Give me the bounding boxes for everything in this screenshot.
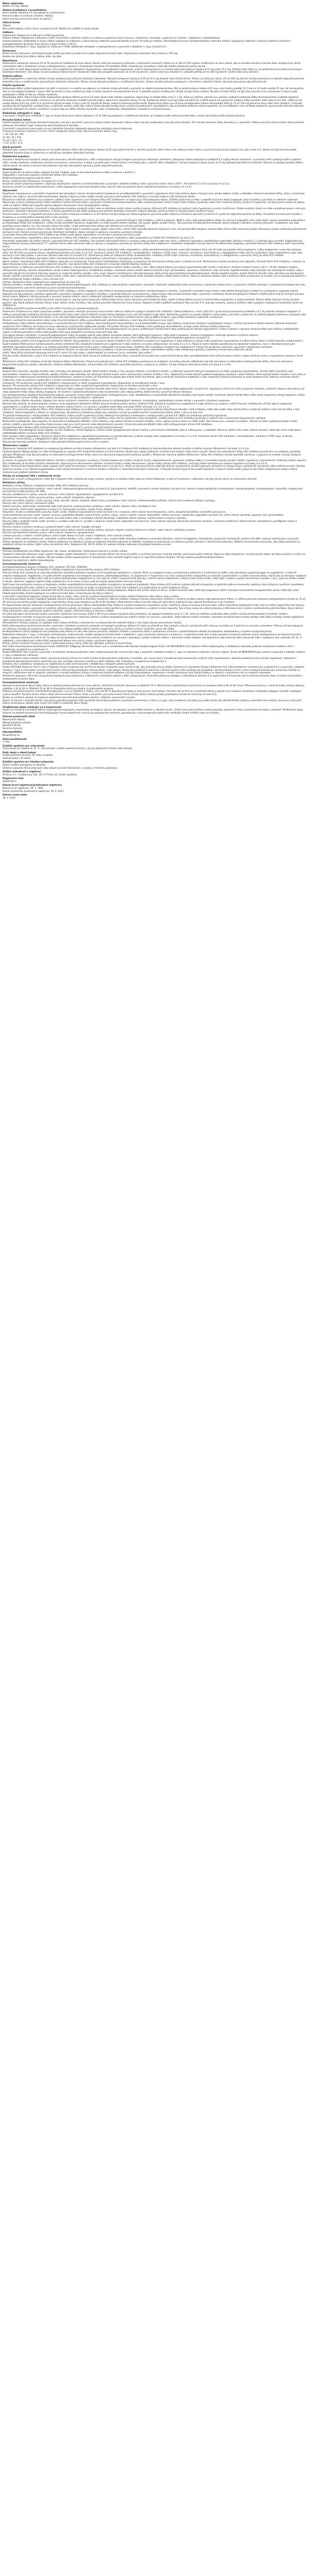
section-heading: Léková forma (3, 22, 20, 25)
section-heading: Složení kvalitativní a kvantitativní (3, 9, 46, 12)
section-text: Kaptopril je perorálně aktivní látka, která nevyžaduje biotransformaci pro svou aktivitu. Průměrná minimální absorpce je přibližně 75 %. Maximálních plazmatických koncentrací je dosaženo během 60 až 90 minut. Přítomnost potravy v trávicím traktu snižuje absorpci přibližně o 30 až 40 %. Přibližně 25 až 30 % cirkulujícího léčiva je vázáno na plazmatické proteiny. Zdánlivý eliminační poločas nezměněného kaptoprilu v krvi je přibližně 2 hodiny. Více než 95 % absorbované dávky je eliminováno močí během 24 hodin; 40 až 50 % je nezměněné léčivo a zbytek tvoří neaktivní disulfidové metabolity (kaptopril disulfid a kaptopril-cystein disulfid). Porucha funkce ledvin může vést ke kumulaci léčiva. Proto u pacientů s poruchou funkce ledvin má být dávka snížena a/nebo prodlouženy dávkovací intervaly (viz bod 4.2). Studie na zvířatech ukazují, že kaptopril nepřechází přes hematoencefalickou bariéru v žádném významném rozsahu. Kojení: Ve zprávě o dvanácti ženách užívajících perorálně kaptopril 100 mg třikrát denně byla průměrná maximální koncentrace v mléce 4,7 µg/l a byla dosažena 3,8 hodiny po podání dávky. Na základě těchto údajů by maximální denní dávka, kterou by mohl plně kojený novorozenec dostat, byla menší než 0,002 % mateřské denní dávky. (3, 684, 305, 705)
section-heading: Držitel rozhodnutí o registraci (3, 771, 41, 774)
section-text: 58/047/92-C (3, 780, 17, 783)
section-text: Kaloten 25 mg, tablety (3, 5, 29, 8)
section-text: Hnědá skleněná lahvička, PE víčko, krabička. Velikost balení: 30 tablet. (3, 754, 54, 760)
section-heading: Datum revize textu (3, 793, 27, 796)
section-heading: Dávkování (3, 49, 16, 53)
section-text: Krátkodobá léčba: Léčba kaptoprilem má začít v nemocnici co nejdříve po objevení se známek a/nebo příznaků u pacientů se stabilní hemodynamikou. Má se podat testovací dávka 6,25 mg, o dvě hodiny později 12,5 mg a o 12 hodin později 25 mg. Od následujícího dne se má kaptopril podávat v dávce 100 mg denně ve dvou dávkách po dobu 4 týdnů, pokud to hemodynamika dovolí. V případě výskytu nežádoucích účinků má být dávka snížena. Na konci 4 týdnů léčby má být stav pacienta znovu zhodnocen a teprve poté rozhodnuto o léčbě ve fázi po infarktu myokardu. Dlouhodobá léčba: Pokud nebyla léčba kaptoprilem zahájena během prvních 24 hodin akutní fáze infarktu myokardu, doporučuje se zahájit léčbu mezi 3. a 16. dnem po infarktu, jakmile jsou splněny nezbytné podmínky léčby (hemodynamika a jakékoli zbytkové ischemie). Léčba se má zahájit v nemocnici za přísného sledování (zvláště krevního tlaku), dokud není dosaženo dávky 75 mg. Zahajovací dávka musí být nízká (viz bod 4.4), zvláště pokud má pacient při zahájení léčby normální nebo nízký krevní tlak. Léčba se má zahájit dávkou 6,25 mg, poté 12,5 mg třikrát denně po dobu 2 dnů a poté 25 mg třikrát denně, pokud to hemodynamika dovolí. Doporučená dávka pro účinnou kardioprotekci během dlouhodobé léčby je 75 až 150 mg denně ve dvou nebo třech dávkách. V případě symptomatické hypotenze, podobně jako u srdečního selhání, může být snížena dávka diuretik a/nebo jiných současně podávaných vazodilatancií, aby se dosáhlo udržovací dávky kaptoprilu. Je-li to nezbytné, musí se dávka kaptoprilu upravit podle klinické odpovědi pacienta. Kaptopril lze užívat v kombinaci s jinými léky pro léčbu infarktu myokardu, např. trombolytiky, betablokátory a kyselinou acetylsalicylovou. (3, 88, 304, 111)
section-heading: Název přípravku (3, 2, 24, 5)
section-text: U pacientů s diabetickou nefropatií 1. typu je doporučená denní dávka kaptoprilu 75 až 100 mg podávaná v rozdělených dávkách. Je-li žádoucí další snížení krevního tlaku, mohou být přidána další antihypertenziva. (3, 115, 246, 118)
section-text: Léčba kaptoprilem u srdečního selhání má být zahájena pod pečlivým lékařským dohledem. Obvyklá zahajovací dávka je 6,25 až 12,5 mg dvakrát nebo třikrát denně. Titrace na udržovací dávku (75 až 150 mg denně) má být provedena na základě odpovědi pacienta, klinického stavu a snášenlivosti, pod pečlivým lékařským dohledem. Dávka má být obvykle podávána v rozdělených dávkách. Dávka má být zvyšována postupně v intervalech nejméně 2 týdnů, aby byla posouzena odpověď pacienta. (3, 78, 306, 84)
section-heading: Datum první registrace/prodloužení registrace (3, 784, 62, 787)
section-heading: Farmakokinetické vlastnosti (3, 682, 39, 685)
section-heading: Nežádoucí účinky (3, 482, 25, 485)
section-heading: Účinky na schopnost řídit a obsluhovat stroje (3, 475, 61, 478)
section-heading: Starší pacienti (3, 146, 21, 149)
section-heading: Těhotenství a kojení (3, 445, 28, 448)
section-heading: Diabetická nefropatie 1. typu (3, 112, 40, 115)
section-text: Uchovávejte při teplotě do 25 °C. Uchovávejte v dobře uzavřené lahvičce, aby byl přípravek chráněn před vlhkostí. (3, 748, 133, 751)
section-heading: Porucha funkce ledvin (3, 118, 31, 122)
section-heading: Předklinické údaje vztahující se k bezpečnosti (3, 706, 61, 709)
section-heading: Farmakodynamické vlastnosti (3, 563, 41, 566)
section-text: Studie na zvířatech provedené během organogeneze kaptoprilu neprokázaly teratogenní účinek, ale kaptopril vyvolal fetální toxicitu u několika druhů, včetně úmrtí plodu během pozdní gravidity, zpomalení růstu a postnatální mortality u potkanů. Předklinické údaje získané na základě konvenčních farmakologických studií bezpečnosti, toxicity po opakovaném podávání, genotoxicity a kancerogenního potenciálu neodhalily žádné zvláštní riziko pro člověka. (3, 709, 304, 715)
section-text: Těhotenství: Podávání ACE inhibitorů se nedoporučuje během prvního trimestru těhotenství (viz bod 4.4). Podávání ACE inhibitorů je kontraindikováno během druhého a třetího trimestru těhotenství (viz body 4.3 a 4.4). Epidemiologické důkazy týkající se rizika teratogenity po expozici ACE inhibitorům během prvního trimestru těhotenství nebyly průkazné; nicméně malé zvýšení rizika nelze vyloučit. Pokud není pokračování léčby ACE inhibitory považováno za nezbytné, pacientky plánující těhotenství mají být převedeny na alternativní antihypertenzní léčbu, která má stanovený bezpečnostní profil pro použití v těhotenství. Pokud je zjištěno těhotenství, léčba ACE inhibitory má být okamžitě ukončena, a pokud je to vhodné, má být zahájena alternativní léčba. Je známo, že expozice ACE inhibitorům během druhého a třetího trimestru vyvolává u člověka fetotoxicitu (snížení renálních funkcí, oligohydramnion, zpomalení osifikace lebky) a neonatální toxicitu (renální selhání, hypotenze, hyperkalemie). Pokud by došlo k expozici ACE inhibitorům od druhého trimestru těhotenství, doporučuje se ultrazvukové vyšetření renálních funkcí a lebky. Novorozenci, jejichž matky užívaly ACE inhibitory, mají být pečlivě sledováni pro možnou hypotenzi (viz body 4.3 a 4.4). Kojení: Omezené farmakokinetické údaje ukazují velmi nízké koncentrace v mateřském mléce (viz bod 5.2). Ačkoli se tyto koncentrace zdají být klinicky nevýznamné, použití kaptoprilu při kojení se nedoporučuje u předčasně narozených dětí a během prvních několika týdnů po porodu, a to z důvodu hypotetického rizika kardiovaskulárních a renálních účinků a vzhledem k nedostatku klinických zkušeností. V případě starších kojenců lze použití kaptoprilu u kojících matek zvážit, pokud je tato léčba nezbytná pro matku a dítě je sledováno pro jakékoli nežádoucí účinky. (3, 448, 306, 474)
section-heading: Předávkování (3, 547, 20, 550)
section-text: Dávka má být stanovena individuálně podle profilu pacienta (viz bod 4.4) a podle odpovědi krevního tlaku. Doporučená maximální denní dávka je 150 mg. Kaloten lze užívat před jídlem, během jídla i po jídle. (3, 53, 178, 59)
section-heading: Srdeční selhání (3, 75, 23, 78)
section-heading: Upozornění (3, 190, 18, 193)
section-text: Draslík šetřící diuretika, doplňky draslíku nebo náhražky soli obsahující draslík: Ačkoli hladina draslíku v séru obvykle zůstává v normálních mezích, u některých pacientů léčených kaptoprilem se může vyskytnout hyperkalemie. Draslík šetřící diuretika (např. spironolakton, triamteren nebo amilorid), doplňky draslíku nebo náhražky soli obsahující draslík mohou vést k významnému zvýšení draslíku v séru. Opatrnosti je třeba také při podávání kaptoprilu současně s jinými látkami, které zvyšují hladinu draslíku v séru, jako je trimethoprim a kotrimoxazol (trimethoprim/sulfamethoxazol), protože je známo, že trimethoprim působí jako draslík šetřící diuretikum, jako je amilorid. Kombinace kaptoprilu s výše uvedenými léčivými přípravky se proto nedoporučuje. Pokud je současné užívání indikováno, mají se používat s opatrností a s častým monitorováním draslíku v séru. Ciklosporin: Při současném užívání ACE inhibitorů s ciklosporinem se může vyskytnout hyperkalemie. Doporučuje se monitorovat draslík v séru. Heparin: Při současném užívání ACE inhibitorů s heparinem se může vyskytnout hyperkalemie. Doporučuje se monitorovat draslík v séru. Diuretika (thiazidová nebo kličková diuretika): Předchozí léčba vysokými dávkami diuretik může vést k depleci objemu a riziku hypotenze při zahájení léčby kaptoprilem (viz bod 4.4). Hypotenzní účinky lze snížit vysazením diuretika, zvýšením objemu nebo příjmu soli nebo zahájením léčby nízkou dávkou kaptoprilu. Ve studiích s hydrochlorothiazidem nebo furosemidem však nebyly zjištěny žádné klinicky významné lékové interakce. Jiná antihypertenziva: Kaptopril byl bezpečně podáván současně s jinými běžně používanými antihypertenzivy (např. betablokátory a dlouhodobě působícími blokátory kalciových kanálů). Současné užívání těchto látek může zvýšit hypotenzní účinky kaptoprilu. Léčba nitroglycerinem a jinými nitráty nebo jinými vazodilatancii má být používána s opatrností. Léčba akutního infarktu myokardu: Kaptopril lze užívat současně s kyselinou acetylsalicylovou (v kardiologických dávkách), trombolytiky, betablokátory a/nebo nitráty u pacientů s infarktem myokardu. Klinická data ukázala, že duální blokáda systému renin-angiotenzin-aldosteron (RAAS) pomocí kombinovaného užívání inhibitorů ACE, blokátorů receptorů pro angiotenzin II nebo aliskirenu je spojena s vyšší frekvencí nežádoucích účinků, jako je hypotenze, hyperkalemie a snížená funkce ledvin (včetně akutního selhání ledvin), ve srovnání s použitím jedné látky ovlivňující RAAS (viz body 4.3, 4.4 a 5.1). Lithium: Při současném podávání lithia s ACE inhibitory bylo hlášeno reverzibilní zvýšení koncentrace lithia v séru a toxicity. Současné užívání thiazidových diuretik s ACE inhibitory může dále zvýšit riziko toxicity lithia a zvýšit již zvýšené riziko toxicity lithia u ACE inhibitorů. Užívání kaptoprilu s lithiem se nedoporučuje, ale pokud se kombinace ukáže jako nezbytná, má být prováděno pečlivé monitorování hladiny lithia v séru (viz bod 4.4). Tricyklická antidepresiva / antipsychotika: ACE inhibitory mohou zvýšit hypotenzní účinky některých tricyklických antidepresiv a antipsychotik (viz bod 4.4). Může se vyskytnout posturální hypotenze. Alopurinol, prokainamid, cytostatika nebo imunosupresiva: Současné užívání s ACE inhibitory může vést ke zvýšenému riziku leukopenie, zvláště pokud se ACE inhibitory používají ve vyšších než v současnosti doporučených dávkách. Nesteroidní antiflogistika: Bylo popsáno, že nesteroidní antiflogistika (NSAID) a ACE inhibitory mají aditivní účinek na zvýšení draslíku v séru, zatímco funkce ledvin se může snížit. Tyto účinky jsou v zásadě reverzibilní. Vzácně se může vyskytnout akutní renální selhání, zvláště u pacientů s poruchou funkce ledvin, jako jsou starší pacienti nebo dehydratovaní pacienti. Chronické podávání NSAID může snížit antihypertenzní účinek ACE inhibitoru. Sympatomimetika: Mohou snížit antihypertenzní účinky ACE inhibitorů; pacienti mají být pečlivě sledováni. Antidiabetika: Farmakologické studie ukázaly, že ACE inhibitory, včetně kaptoprilu, mohou zesílit hypoglykemické účinky inzulinu a perorálních antidiabetik, jako je sulfonylurea, u diabetiků. Pokud by došlo k této velmi vzácné interakci, může být nutné snížit dávku antidiabetika během současné léčby ACE inhibitory. Léky zvyšující riziko angioedému: Současné užívání ACE inhibitorů se sakubitrilem/valsartanem je kontraindikováno, protože zvyšuje riziko angioedému (viz body 4.3 a 4.4). Současné užívání ACE inhibitorů s racekadotrilem, inhibitory mTOR (např. sirolimus, everolimus, temsirolimus) a vildagliptinem může vést ke zvýšenému riziku angioedému (viz bod 4.4). Klinicko-biochemické vyšetření: Kaptopril může způsobit falešně pozitivní test moči na aceton. (3, 370, 306, 444)
section-heading: Doba použitelnosti (3, 738, 27, 741)
section-text: Hypotenze: Hypotenze je u pacientů s hypertenzí bez komplikací vzácná. Symptomatická hypotenze je pravděpodobnější u pacientů s hypertenzí, kteří mají snížený objem cirkulující krve a/nebo depleci sodíku v důsledku intenzivní diuretické léčby, diety s omezeným příjmem soli, průjmu, zvracení nebo hemodialýzy. Deplece objemu a/nebo sodíku má být upravena před podáním ACE inhibitoru a má být zvážena nižší zahajovací dávka. Pacienti se srdečním selháním jsou vystaveni vyššímu riziku hypotenze a při zahájení léčby ACE inhibitorem se doporučuje nižší zahajovací dávka. Zvláštní opatrnosti je třeba v případě zvyšování dávky kaptoprilu nebo diuretika u pacientů se srdečním selháním. Stejně jako u jiných antihypertenziv může nadměrné snížení krevního tlaku u pacientů s ischemickou kardiovaskulární nebo cerebrovaskulární nemocí zvýšit riziko infarktu myokardu nebo cévní mozkové příhody. Vznikne-li hypotenze, má být pacient uložen do polohy vleže na zádech. Může být nezbytná úprava objemu intravenózní infuzí fyziologického roztoku. Renovaskulární hypertenze: U pacientů s oboustrannou stenózou renálních arterií nebo se stenózou renální arterie solitární ledviny léčených ACE inhibitory je zvýšené riziko hypotenze a renální insuficience. Ztráta renálních funkcí se může vyskytnout pouze s mírnými změnami v hladinách sérového kreatininu. U těchto pacientů má být léčba zahájena pod přísným lékařským dohledem nízkými dávkami, pečlivou titrací a monitorováním renálních funkcí. Porucha funkce ledvin: V případech poruchy funkce ledvin (clearance kreatininu ≤ 40 ml/min) má být zahajovací dávka kaptoprilu upravena podle clearance kreatininu pacienta (viz bod 4.2) a poté dle odpovědi pacienta na léčbu. Pravidelné monitorování draslíku a kreatininu je součástí běžné lékařské péče o tyto pacienty. Angioedém: Angioedém končetin, obličeje, rtů, sliznic, jazyka, glottis nebo hrtanu se může objevit u pacientů léčených ACE inhibitory, včetně kaptoprilu. Může k němu dojít kdykoli během léčby. Ve vzácných případech však může dojít k rozvoji závažného angioedému po dlouhodobé léčbě ACE inhibitorem. Léčba má být okamžitě ukončena. Angioedém se může projevit otokem obličeje, rtů, jazyka, glottis a/nebo hrtanu. Tyto pacienty je třeba pečlivě sledovat, dokud nedojde k úplnému vymizení příznaků. V případech, kdy otok postihuje pouze obličej a rty, stav obvykle odezní bez léčby, i když antihistaminika mohou být užitečná pro zmírnění příznaků. Angioedém spojený s otokem hrtanu může být fatální. Pokud dojde k postižení jazyka, glottis nebo hrtanu, které může způsobit obstrukci dýchacích cest, má být okamžitě zahájena vhodná léčba, která může zahrnovat podání adrenalinu a/nebo udržování průchodnosti dýchacích cest. Pacient má být pod přísným lékařským dohledem, dokud nedojde k úplnému a trvalému vymizení příznaků. U pacientů černé pleti léčených ACE inhibitory byl hlášen vyšší výskyt angioedému ve srovnání s pacienty jiné barvy pleti. Pacienti s anamnézou angioedému, který nesouvisel s léčbou ACE inhibitory, mohou být vystaveni zvýšenému riziku angioedému při léčbě ACE inhibitorem (viz bod 4.3). Intestinální angioedém byl hlášen vzácně u pacientů léčených ACE inhibitory. Tito pacienti měli bolesti břicha (s nauzeou nebo zvracením nebo bez nich); v některých případech nepředcházel angioedém obličeje a hladiny C-1 esterázy byly normální. Angioedém byl diagnostikován postupy zahrnujícími CT vyšetření břicha nebo ultrazvuk nebo při operaci a symptomy vymizely po ukončení léčby ACE inhibitorem. Intestinální angioedém má být zahrnut do diferenciální diagnózy u pacientů léčených ACE inhibitory, kteří mají bolesti břicha. Současné užívání ACE inhibitorů se sakubitrilem/valsartanem je kontraindikováno z důvodu zvýšeného rizika angioedému. Léčba sakubitrilem/valsartanem nesmí být zahájena dříve než 36 hodin po poslední dávce kaptoprilu. Léčba kaptoprilem nesmí být zahájena dříve než 36 hodin po poslední dávce sakubitrilu/valsartanu (viz body 4.3 a 4.5). Současné užívání ACE inhibitorů s racekadotrilem, inhibitory mTOR (např. sirolimus, everolimus, temsirolimus) a vildagliptinem může vést ke zvýšenému riziku angioedému (např. otok dýchacích cest nebo jazyka, s poruchou dýchání nebo bez ní) (viz bod 4.5). Opatrnosti je třeba při zahajování léčby racekadotrilem, inhibitory mTOR (např. sirolimus, everolimus, temsirolimus) a vildagliptinem u pacienta, který již užívá ACE inhibitor. Kašel: Při léčbě ACE inhibitory byl hlášen kašel. Charakteristicky je kašel neproduktivní, přetrvávající a ustupuje po ukončení léčby. Jaterní selhání: Vzácně byla léčba ACE inhibitory spojována se syndromem, který začíná cholestatickou žloutenkou a progreduje do fulminantní nekrózy jater a (někdy) ke smrti. Mechanismus tohoto syndromu není objasněn. Pacienti léčení ACE inhibitory, u kterých se objeví žloutenka nebo výrazné zvýšení jaterních enzymů, mají ukončit léčbu ACE inhibitorem a mají být náležitě lékařsky sledováni. Hyperkalemie: U některých pacientů léčených ACE inhibitory, včetně kaptoprilu, bylo pozorováno zvýšení hladiny draslíku v séru. Mezi rizikové faktory pro rozvoj hyperkalemie patří renální insuficience, zhoršení renálních funkcí, věk (> 70 let), diabetes mellitus, interkurentní příhody, zejména dehydratace, akutní srdeční dekompenzace, metabolická acidóza a současné užívání draslík šetřících diuretik (např. spironolakton, eplerenon, triamteren nebo amilorid), doplňků draslíku nebo náhražek soli obsahujících draslík; nebo u pacientů užívajících jiné léčivé přípravky spojené se zvýšením hladiny draslíku v séru (např. heparin, trimethoprim nebo kotrimoxazol, také známý jako trimethoprim/sulfamethoxazol). Užívání doplňků draslíku, draslík šetřících diuretik nebo náhražek soli obsahujících draslík, zvláště u pacientů s poruchou funkce ledvin, může vést k významnému zvýšení draslíku v séru. Hyperkalemie může způsobit závažné, někdy fatální arytmie. Pokud je současné užívání výše uvedených látek považováno za vhodné, má se postupovat opatrně a často kontrolovat hladinu draslíku v séru (viz bod 4.5). Lithium: Kombinace lithia a kaptoprilu se nedoporučuje (viz bod 4.5). Stenóza aortální a mitrální chlopně / obstrukční hypertrofická kardiomyopatie: ACE inhibitory se mají používat s opatrností u pacientů s obstrukcí výtokového traktu levé komory a obstrukcí odtoku krve a u pacientů s mitrální stenózou. V případech kardiogenního šoku a hemodynamicky významné obstrukce je jejich použití kontraindikováno. Neutropenie/agranulocytóza: U pacientů léčených ACE inhibitory, včetně kaptoprilu, byla hlášena neutropenie/agranulocytóza, trombocytopenie a anemie. U pacientů s normální funkcí ledvin a bez dalších komplikujících faktorů se neutropenie vyskytuje vzácně. Kaptopril má být používán s extrémní opatrností u pacientů s kolagenní vaskulární chorobou, u pacientů léčených imunosupresivy, alopurinolem nebo prokainamidem nebo u pacientů s kombinací těchto komplikujících faktorů, zvláště pokud mají již existující poruchu funkce ledvin. Některé z těchto pacientů si vyvinuly závažné infekce, které v některých případech neodpovídaly na intenzivní antibiotickou léčbu. Pokud se kaptopril používá u těchto pacientů, doporučuje se, aby byl počet leukocytů a diferenciální krevní obraz stanoven před zahájením léčby, každé 2 týdny během prvních 3 měsíců léčby kaptoprilem a poté pravidelně. Během léčby mají být všichni pacienti poučeni, aby hlásili jakékoli známky infekce (např. bolest v krku, horečku), kdy má být proveden diferenciální krevní obraz. Kaptopril a další souběžně podávané léky (viz bod 4.5) mají být vysazeny, pokud je zjištěna nebo suspektní neutropenie (neutrofily méně než 1000/mm3). U většiny pacientů se počet neutrofilů rychle vrátil k normálu po vysazení kaptoprilu. Proteinurie: Proteinurie se může vyskytnout zvláště u pacientů s existující poruchou funkce ledvin nebo při relativně vysokých dávkách ACE inhibitorů. Celková bílkovina v moči vyšší než 1 g denně byla pozorována přibližně u 0,7 % pacientů užívajících kaptopril. U většiny pacientů byla prokázána předchozí onemocnění ledvin nebo užívali relativně vysoké dávky kaptoprilu (více než 150 mg/den) nebo obojí. Nefrotický syndrom se vyskytl přibližně u jedné pětiny pacientů s proteinurií. Ve většině případů proteinurie ustoupila nebo se zmírnila během šesti měsíců bez ohledu na to, zda byla léčba kaptoprilem ukončena nebo ne. Parametry renálních funkcí, jako je BUN a kreatinin, byly zřídka změněny u pacientů s proteinurií. Pacienti s existujícím onemocněním ledvin mají mít před zahájením léčby a pravidelně poté vyšetřenu bílkovinu v moči (dip-stick test první ranní moči). Anafylaktoidní reakce během desenzibilizace: U pacientů léčených ACE inhibitory, kteří podstupovali desenzibilizaci na jed blanokřídlého hmyzu, byly hlášeny trvalé život ohrožující anafylaktoidní reakce. U těchto pacientů se těmto reakcím zabránilo dočasným vysazením ACE inhibitoru, ale reakce se znovu objevily po neúmyslném opětovném podání. Pacientům léčeným ACE inhibitory, kteří podstupují desenzibilizaci, je tedy nutno věnovat zvláštní pozornost. Anafylaktoidní reakce během high-flux dialýzy / expozice aferéze lipoproteinů: U pacientů hemodialyzovaných na vysoce průtokových membránách nebo podstupujících aferézu lipoproteinů s nízkou hustotou s absorpcí dextransulfátu byly hlášeny anafylaktoidní reakce. U těchto pacientů je třeba zvážit použití jiného typu dialyzační membrány nebo jiné třídy léku. Chirurgický zákrok / anestezie: U pacientů podstupujících velký chirurgický zákrok nebo během anestezie látkami, které způsobují hypotenzi, může dojít k hypotenzi. Vznikne-li hypotenze, může být upravena zvýšením objemu. Diabetičtí pacienti: U diabetických pacientů léčených perorálními antidiabetiky nebo inzulinem má být v prvním měsíci léčby ACE inhibitorem pečlivě sledována glykemie (viz bod 4.5). Duální blokáda systému renin-angiotenzin-aldosteron (RAAS): Bylo prokázáno, že současné užívání inhibitorů ACE, blokátorů receptorů pro angiotenzin II nebo aliskirenu zvyšuje riziko hypotenze, hyperkalemie a snížení funkce ledvin (včetně akutního selhání ledvin). Duální blokáda RAAS pomocí kombinovaného užívání inhibitorů ACE, blokátorů receptorů pro angiotenzin II nebo aliskirenu se proto nedoporučuje (viz body 4.5 a 5.1). Pokud je duální blokáda považována za absolutně nezbytnou, má k ní docházet pouze pod dohledem specializovaného lékaře a za častého pečlivého monitorování funkce ledvin, elektrolytů a krevního tlaku. Inhibitory ACE a blokátory receptorů pro angiotenzin II nemají být používány současně u pacientů s diabetickou nefropatií. Laktóza: Tento přípravek obsahuje monohydrát laktózy. Pacienti se vzácnými dědičnými problémy s intolerancí galaktózy, úplným nedostatkem laktázy nebo malabsorpcí glukózy a galaktózy nemají tento přípravek užívat. Sodík: Tento léčivý přípravek obsahuje méně než 1 mmol (23 mg) sodíku v jedné tabletě, to znamená, že je v podstatě „bez sodíku“. Etnické rozdíly: Stejně jako u jiných ACE inhibitorů je kaptopril zřejmě méně účinný při snižování krevního tlaku u pacientů černé pleti než u pacientů jiné barvy pleti, pravděpodobně kvůli vyšší prevalenci stavů s nízkou hladinou reninu u hypertenzní populace černé pleti. Těhotenství: Léčba ACE inhibitory nemá být zahájena během těhotenství. Pokud není pokračování v léčbě ACE inhibitory považováno za nezbytné, pacientky plánující otěhotnění mají být převedeny na alternativní antihypertenzní léčbu, která má stanovený bezpečnostní profil pro použití v těhotenství. Pokud je zjištěno těhotenství, má být léčba ACE inhibitory okamžitě ukončena, a pokud je to vhodné, má být zahájena alternativní léčba (viz body 4.3 a 4.6). (3, 193, 306, 366)
section-text: Účinnost a bezpečnost kaptoprilu nebyla plně stanovena. Použití kaptoprilu u dětí a dospívajících má být zahájeno pod přísným lékařským dohledem. Zahajovací dávka kaptoprilu je přibližně 0,3 mg/kg tělesné hmotnosti. U pacientů, kteří vyžadují zvláštní opatření (děti s renální dysfunkcí, předčasně narození novorozenci, novorozenci a kojenci, protože jejich renální funkce není stejná jako u starších dětí a dospělých), má být zahajovací dávka pouze 0,15 mg kaptoprilu/kg tělesné hmotnosti. Obecně se kaptopril podává dětem třikrát denně, ale dávka a interval mezi dávkami mají být individuálně upraveny podle odpovědi pacienta. (3, 159, 304, 167)
section-text: Podobně jako u jiných antihypertenziv se má zvážit zahájení léčby nižší zahajovací dávkou (6,25 mg dvakrát denně) u starších pacientů, kteří mohou mít sníženou funkci ledvin a poruchu funkce jiných orgánů (viz výše a bod 4.4). Dávka má být titrována podle odpovědi krevního tlaku a udržována co nejnižší pro dosažení adekvátní kontroly. (3, 149, 298, 155)
section-heading: Druh obalu a obsah balení (3, 751, 36, 754)
section-text: Nežádoucí účinky hlášené u kaptoprilu a/nebo léčby ACE inhibitory zahrnují: Poruchy krve a lymfatického systému: velmi vzácné: neutropenie/agranulocytóza (viz bod 4.4), pancytopenie, zvláště u pacientů s renální dysfunkcí (viz bod 4.4), anemie (včetně aplastické a hemolytické), trombocytopenie, lymfadenopatie, eozinofilie, autoimunitní onemocnění a/nebo pozitivní titr ANA. Poruchy metabolismu a výživy: vzácné: anorexie; velmi vzácné: hyperkalemie, hypoglykemie (viz bod 4.4). Psychiatrické poruchy: časté: poruchy spánku; velmi vzácné: zmatenost, deprese. Poruchy nervového systému: časté: poruchy chuti, závratě; vzácné: ospalost, bolest hlavy a parestezie; velmi vzácné: cerebrovaskulární příhody, včetně cévní mozkové příhody a synkopy. Poruchy oka: velmi vzácné: rozmazané vidění. Srdeční poruchy: méně časté: tachykardie nebo tachyarytmie, angina pectoris, palpitace; velmi vzácné: zástava srdce, kardiogenní šok. Cévní poruchy: méně časté: hypotenze (viz bod 4.4), Raynaudův syndrom, návaly horka, bledost. Respirační, hrudní a mediastinální poruchy: časté: suchý, dráždivý (neproduktivní) kašel (viz bod 4.4) a dyspnoe; velmi vzácné: bronchospasmus, rýma, alergická alveolitida / eozinofilní pneumonie. Gastrointestinální poruchy: časté: nauzea, zvracení, podráždění žaludku, bolest břicha, průjem, zácpa, sucho v ústech; vzácné: stomatitida / aftózní ulcerace, intestinální angioedém (viz bod 4.4); velmi vzácné: glositida, peptický vřed, pankreatitida. Poruchy jater a žlučových cest: velmi vzácné: porucha funkce jater a cholestáza (včetně žloutenky), hepatitida včetně nekrózy, zvýšené jaterní enzymy a bilirubin. Poruchy kůže a podkožní tkáně: časté: pruritus s vyrážkou nebo bez ní, vyrážka a alopecie; méně časté: angioedém (viz bod 4.4); velmi vzácné: kopřivka, Stevensův-Johnsonův syndrom, erythema multiforme, fotosenzitivita, erytrodermie, pemfigoidní reakce a exfoliativní dermatitida. Poruchy svalové a kosterní soustavy a pojivové tkáně: velmi vzácné: myalgie, artralgie. Poruchy ledvin a močových cest: vzácné: porucha funkce ledvin včetně renálního selhání, polyurie, oligurie, zvýšená frekvence močení; velmi vzácné: nefrotický syndrom. Poruchy reprodukčního systému a prsu: velmi vzácné: impotence, gynekomastie. Celkové poruchy a reakce v místě aplikace: méně časté: bolest na hrudi, únava, malátnost; velmi vzácné: horečka. Vyšetření: velmi vzácné: proteinurie, eozinofilie, zvýšení draslíku v séru, snížení sodíku v séru, zvýšení BUN, sérového kreatininu a sérového bilirubinu, snížení hemoglobinu, hematokritu, leukocytů, trombocytů, pozitivní titr ANA, zvýšená sedimentace erytrocytů. Hlášení podezření na nežádoucí účinky: Hlášení podezření na nežádoucí účinky po registraci léčivého přípravku je důležité. Umožňuje to pokračovat ve sledování poměru přínosů a rizik léčivého přípravku. Žádáme zdravotnické pracovníky, aby hlásili podezření na nežádoucí účinky na adresu: Státní ústav pro kontrolu léčiv, Šrobárova 48, 100 41 Praha 10, webové stránky: www.sukl.cz/nahlasit-nezadouci-ucinek. (3, 484, 303, 547)
section-text: Tableta. Bílé kulaté tablety s půlicí rýhou na jedné straně. Tabletu lze rozdělit na stejné dávky. (3, 24, 99, 30)
section-heading: Inkompatibility (3, 731, 22, 734)
section-text: Stejně jako u jiných antihypertenziv může být schopnost řídit a obsluhovat stroje snížena, zejména na začátku léčby nebo při změně dávkování, a také při kombinaci s alkoholem, ale tyto účinky závisí na individuální citlivosti. (3, 478, 258, 481)
section-text: Příznaky předávkování jsou těžká hypotenze, šok, stupor, bradykardie, elektrolytová porucha a renální selhání. Opatření k zabránění absorpce (např. výplach žaludku, podání adsorbentů a síranu sodného během 30 minut po požití) a urychlení eliminace mají být použita, pokud bylo požití nedávné. Pokud se objeví hypotenze, má být pacient uložen do šokové polohy a rychle mu má být podána náhrada solí a objemu. Má být zvážena léčba angiotenzinem II. Bradykardie nebo rozsáhlé vagové reakce se mají léčit podáním atropinu. Má být zváženo použití kardiostimulátoru. Kaptopril lze odstranit z oběhu hemodialýzou. (3, 550, 306, 562)
section-text: Doporučená zahajovací dávka je 25 až 50 mg denně rozdělená do dvou dávek. Dávka může být postupně zvyšována v intervalech nejméně 2 týdnů až na 100 až 150 mg/den rozdělených do dvou dávek, aby se dosáhlo cílového krevního tlaku. Kaptopril lze užívat samostatně nebo v kombinaci s jinými antihypertenzivy, zejména s thiazidovými diuretiky. Při souběžné léčbě s thiazidovým diuretikem může být vhodné dávkování jednou denně. U pacientů se silně aktivovaným systémem renin-angiotenzin-aldosteron (hypovolemie, renovaskulární hypertenze, srdeční dekompenzace) je vhodné začít jednorázovou dávkou 6,25 mg nebo 12,5 mg. Zahájení této léčby se má přednostně provádět pod pečlivým lékařským dohledem. Tyto dávky se poté podávají dvakrát denně. Dávkování může být postupně zvyšováno až na 50 mg denně v jedné nebo dvou dávkách a v případě potřeby až na 100 mg denně v jedné nebo dvou dávkách. (3, 62, 302, 74)
section-heading: Zvláštní opatření pro uchovávání (3, 744, 45, 748)
section-text: Žádné zvláštní požadavky na likvidaci. Veškerý nepoužitý léčivý přípravek nebo odpad musí být zlikvidován v souladu s místními požadavky. (3, 764, 118, 770)
section-heading: Pediatrická populace (3, 156, 30, 159)
section-heading: Seznam pomocných látek (3, 716, 35, 719)
section-heading: Indikace (3, 31, 13, 34)
section-text: Hypertenze: Kaptopril je indikován k léčbě hypertenze. Srdeční selhání: Kaptopril je indikován k léčbě chronického srdečního selhání se sníženou systolickou funkcí komory v kombinaci s diuretiky, a pokud je to vhodné, s digitalisem a betablokátory. Infarkt myokardu: krátkodobá (4 týdny) léčba: kaptopril je indikován u všech klinicky stabilních pacientů během prvních 24 hodin po infarktu. Dlouhodobá prevence symptomatického srdečního selhání: kaptopril je indikován u klinicky stabilních pacientů s asymptomatickou dysfunkcí levé komory (ejekční frakce ≤ 40 %). Diabetická nefropatie 1. typu: Kaptopril je indikován k léčbě diabetické nefropatie s makroproteinurií u pacientů s diabetem 1. typu (viz bod 5.1). (3, 34, 291, 49)
section-text: Datum první registrace: 29. 1. 1992 Datum posledního prodloužení registrace: 20. 4. 2011 (3, 787, 64, 793)
section-heading: Kontraindikace (3, 168, 22, 171)
section-text: Monohydrát laktózy Mikrokrystalická celulóza Kukuřičný škrob Kyselina stearová (3, 719, 31, 731)
section-heading: Zvláštní opatření pro likvidaci přípravku (3, 761, 54, 764)
section-text: 3 roky (3, 741, 10, 744)
section-text: Jedna tableta obsahuje 25 mg kaptoprilu (captoprilum). Pomocná látka se známým účinkem: laktóza. Úplný seznam pomocných látek viz bod 6.1. (3, 12, 66, 21)
section-text: Neuplatňuje se. (3, 734, 21, 737)
section-heading: Infarkt myokardu (3, 84, 25, 88)
section-text: Protože kaptopril je vylučován převážně ledvinami, má být u pacientů s poruchou funkce ledvin dávkování sníženo nebo mají být prodlouženy intervaly mezi dávkami. Při nutnosti současné léčby diuretiky se u pacientů s těžkou poruchou funkce ledvin dává přednost kličkovým diuretikům (např. furosemid) před thiazidovými diuretiky. U pacientů s poruchou funkce ledvin se pro zabránění kumulaci kaptoprilu doporučuje následující denní dávkování: Clearance kreatininu (ml/min/1,73 m2) / Denní zahajovací dávka (mg) / Denní maximální dávka (mg) > 40 / 25–50 / 150 21–40 / 25 / 100 10–20 / 12,5 / 75 < 10 / 6,25 / 37,5 (3, 122, 304, 145)
section-text: Farmakoterapeutická skupina: Inhibitory ACE, samotné, ATC kód: C09AA01. Kaptopril je vysoce specifický kompetitivní inhibitor angiotenzin-I-konvertujícího enzymu (ACE inhibitor). Příznivé účinky ACE inhibitorů se zdají být především výsledkem potlačení systému renin-angiotenzin-aldosteron v plazmě. Renin je endogenní enzym syntetizovaný ledvinami a uvolňovaný do oběhu, kde přeměňuje angiotenzinogen na angiotenzin I, relativně neaktivní dekapeptid. Angiotenzin I se poté přemění angiotenzin konvertujícím enzymem, peptidyldipeptidázou, na angiotenzin II. Angiotenzin II je silný vazokonstriktor zodpovědný za arteriální vazokonstrikci a zvýšení krevního tlaku, stejně jako za stimulaci nadledvin k sekreci aldosteronu. Inhibice ACE vede ke snížení plazmatického angiotenzinu II, což vede ke snížení vazopresorické aktivity a snížení sekrece aldosteronu. Ačkoli je toto snížení malé, může dojít k malému zvýšení koncentrace draslíku v séru, spolu se ztrátou sodíku a tekutin. Ukončení negativní zpětné vazby angiotenzinu II na sekreci reninu vede ke zvýšení plazmatické reninové aktivity. Další funkcí konvertujícího enzymu je degradace silného vazodilatačního kininového peptidu bradykininu na neaktivní metabolity. Proto inhibice ACE vede ke zvýšené aktivitě cirkulujícího a lokálního kalikrein-kininového systému, který přispívá k periferní vazodilataci aktivací prostaglandinového systému; je možné, že tento mechanismus se podílí na hypotenzním účinku ACE inhibitorů a je zodpovědný za určité nežádoucí účinky. Snížení krevního tlaku je obvykle maximální 60 až 90 minut po perorálním podání jednotlivé dávky kaptoprilu. Doba trvání účinku závisí na dávce. Snížení krevního tlaku může být progresivní, takže k dosažení maximálního terapeutického účinku může být nutné několik týdnů léčby. Účinek kaptoprilu na snížení krevního tlaku a thiazidových diuretik je aditivní. U pacientů s hypertenzí kaptopril snižuje krevní tlak ve stoje i vleže, aniž by vyvolával kompenzatorní zvýšení srdeční frekvence nebo retenci vody a sodíku. V hemodynamických studiích kaptopril způsobil výrazné snížení periferní arteriální rezistence. Obecně nedošlo k žádným klinicky relevantním změnám v renálním průtoku plazmy nebo glomerulární filtraci. U většiny pacientů nastoupil antihypertenzní účinek asi 15 až 30 minut po perorálním podání kaptoprilu; maximálního účinku bylo dosaženo po 60 až 90 minutách. Maximálního snížení krevního tlaku při dané dávce kaptoprilu bylo obecně dosaženo po 3 až 4 týdnech. Při doporučeném denním dávkování antihypertenzní účinek přetrvává i během dlouhodobé léčby. Dočasné vysazení kaptoprilu nevyvolává rychlý, nadměrný rebound vzestup krevního tlaku. Léčba hypertenze kaptoprilem také vede ke snížení hypertrofie levé komory. Hemodynamické studie u pacientů se srdečním selháním ukázaly, že kaptopril vyvolává snížení periferní systémové rezistence a zvýšení venózní kapacity. Tyto účinky vedou ke snížení preloadu a afterloadu srdce (snížení ventrikulárního plnicího tlaku). Navíc během léčby kaptoprilem bylo pozorováno zvýšení srdečního výdeje, srdečního indexu a tolerance zátěže. Ve velké placebem kontrolované studii u pacientů s dysfunkcí levé komory (LVEF ≤ 40 %) po infarktu myokardu bylo prokázáno, že kaptopril (zahájený mezi 3. a 16. dnem po infarktu) prodlužuje dobu přežití a snižuje kardiovaskulární mortalitu. Snížení kardiovaskulární mortality se projevilo jako oddálení progresivního srdečního selhání a snížení hospitalizací pro srdeční selhání ve srovnání s placebem. Došlo také ke snížení reinfarktu, koronární revaskularizace a/nebo potřeby další léčby diuretiky a/nebo digitalisem nebo zvýšení jejich dávky ve srovnání s placebem. Retrospektivní analýza ukázala, že kaptopril snížil výskyt reinfarktu a koronárních revaskularizačních zákroků (žádný z nich nebyl cílovým parametrem studie). Další velká placebem kontrolovaná studie u pacientů s infarktem myokardu prokázala, že kaptopril (podávaný během 24 hodin po příhodě po dobu jednoho měsíce) významně snížil celkovou mortalitu po 5 týdnech ve srovnání s placebem. Příznivý účinek kaptoprilu na celkovou mortalitu byl pozorován i po jednom roce. Nebyla zjištěna žádná známka negativního účinku ve vztahu k časné mortalitě v první den léčby. Kardioprotektivní účinky kaptoprilu jsou prokázány bez ohledu na věk nebo pohlaví pacienta, lokalizaci infarktu a současnou léčbu s prokázanou účinností v postinfarktovém období (trombolytika, betablokátory a kyselina acetylsalicylová). Diabetická nefropatie 1. typu: V placebem kontrolované, multicentrické, dvojitě zaslepené klinické studii u diabetiků 1. typu (inzulinově závislých) s proteinurií, s hypertenzí nebo bez ní (bylo povoleno současné podávání jiných antihypertenziv ke kontrole krevního tlaku), kaptopril významně snížil (o 51 %) dobu do zdvojnásobení výchozí koncentrace kreatininu ve srovnání s placebem; výskyt renálního selhání v konečném stadiu (dialýza, transplantace) nebo úmrtí byl také významně nižší u kaptoprilu než u placeba (51 %). U diabetiků s mikroalbuminurií vedla léčba kaptoprilem během dvou let ke snížení vylučování albuminu. Účinky udržení renálních funkcí jsou navíc k jakémukoli přínosu, který může být způsoben snížením krevního tlaku. Dvě velké randomizované kontrolované studie (ONTARGET [ONgoing Telmisartan Alone and in combination with Ramipril Global Endpoint Trial] a VA NEPHRON-D [The Veterans Affairs Nephropathy in Diabetes]) hodnotily podávání kombinace inhibitoru ACE s blokátorem receptorů pro angiotenzin II. Studie ONTARGET byla vedena u pacientů s anamnézou kardiovaskulárního nebo cerebrovaskulárního onemocnění nebo u pacientů s diabetes mellitus 2. typu se známkami poškození cílových orgánů. Studie VA NEPHRON-D byla vedena u pacientů s diabetes mellitus 2. typu a diabetickou nefropatií. V těchto studiích nebyl prokázán žádný významně příznivý účinek na renální a/nebo kardiovaskulární endpointy a mortalitu, ale v porovnání s monoterapií bylo pozorováno zvýšené riziko hyperkalemie, akutního poškození ledvin a/nebo hypotenze. Vzhledem k podobnosti farmakodynamických vlastností jsou tyto výsledky relevantní rovněž pro další inhibitory ACE a blokátory receptorů pro angiotenzin II. Inhibitory ACE a blokátory receptorů pro angiotenzin II proto nesmí pacienti s diabetickou nefropatií užívat současně. Studie ALTITUDE (Aliskiren Trial in Type 2 Diabetes Using Cardiovascular and Renal Disease Endpoints) byla navržena tak, aby hodnotila přínos přidání aliskirenu ke standardní terapii inhibitorem ACE nebo blokátorem receptorů pro angiotenzin II u pacientů s diabetes mellitus 2. typu a chronickým onemocněním ledvin nebo kardiovaskulárním onemocněním, nebo obojím. Studie byla předčasně ukončena z důvodu zvýšení rizika nežádoucích komplikací. Kardiovaskulární úmrtí a cévní mozkové příhody byly numericky častější ve skupině s aliskirenem než ve skupině s placebem a rovněž nežádoucí účinky a sledované závažné nežádoucí účinky (hyperkalemie, hypotenze a renální dysfunkce) byly častěji hlášeny ve skupině s aliskirenem než ve skupině s placebem. Pediatrická populace: Účinnost a bezpečnost kaptoprilu byly hodnoceny v literárních a klinických údajích u dětí a dospívajících. Perorálně podávaný kaptopril v jednotlivých dávkách 0,3 mg/kg tělesné hmotnosti vedl ke kontrole krevního tlaku a snížení systolického i diastolického krevního tlaku. (3, 566, 306, 681)
section-text: 28. 4. 2022 (3, 796, 16, 800)
section-heading: Registrační číslo (3, 777, 24, 781)
section-heading: Interakce (3, 367, 15, 370)
section-text: Zentiva, k.s., U kabelovny 130, 102 37 Praha 10, Česká republika (3, 773, 77, 776)
section-heading: Hypertenze (3, 59, 18, 62)
section-text: Hypersenzitivita na léčivou látku, jakýkoli jiný ACE inhibitor nebo na kteroukoli pomocnou látku uvedenou v bodě 6.1. Angioedém v anamnéze spojený s předchozí léčbou ACE inhibitory. Dědičný/idiopatický angioneurotický edém. Druhý a třetí trimestr těhotenství (viz body 4.4 a 4.6). Současné užívání přípravku Kaloten s přípravky obsahujícími aliskiren je kontraindikováno u pacientů s diabetes mellitus nebo s poruchou funkce ledvin (GFR < 60 ml/min/1,73 m2) (viz body 4.5 a 5.1). Současné užívání se sakubitrilem/valsartanem. Léčba kaptoprilem nesmí být zahájena dříve než 36 hodin po poslední dávce sakubitrilu/valsartanu (viz body 4.4 a 4.5). (3, 171, 230, 189)
